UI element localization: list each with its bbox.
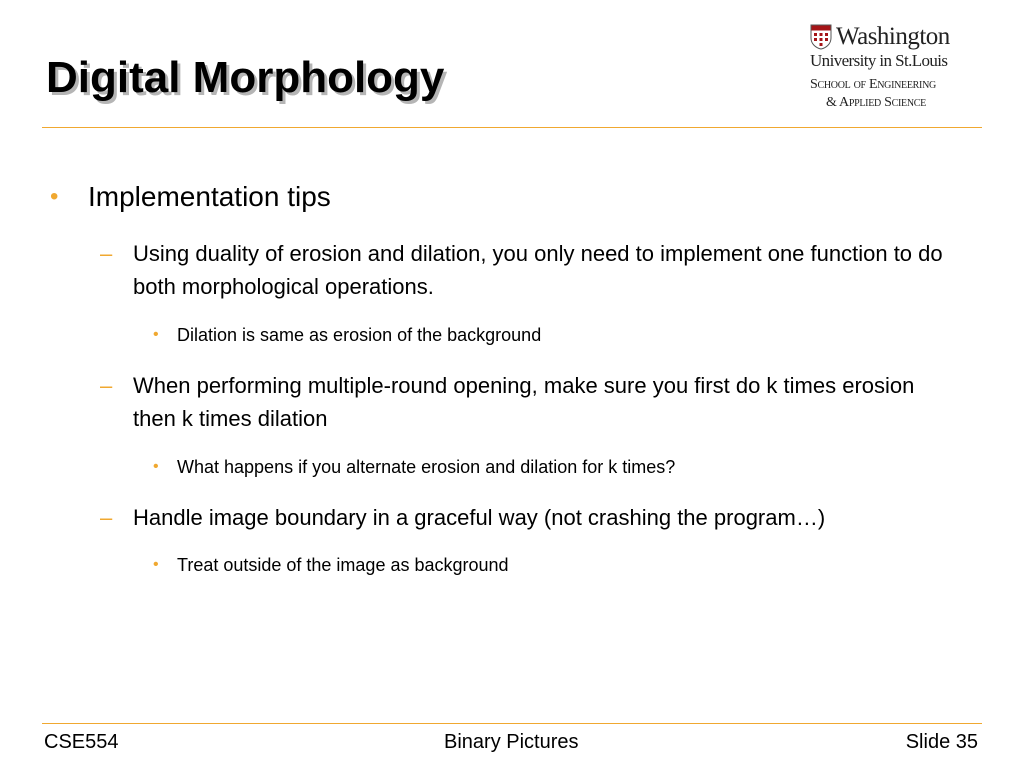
footer-slide-number: Slide 35 bbox=[905, 731, 978, 753]
logo-name: Washington bbox=[836, 23, 950, 50]
sub-sub-bullet-text: Dilation is same as erosion of the background bbox=[177, 325, 542, 345]
footer-topic: Binary Pictures bbox=[444, 731, 579, 753]
dash-icon: – bbox=[100, 373, 113, 398]
logo-top-row bbox=[810, 24, 950, 50]
logo-applied-science: & Applied Science bbox=[826, 95, 926, 110]
footer-course: CSE554 bbox=[44, 731, 119, 753]
sub-sub-bullet-text: Treat outside of the image as background bbox=[177, 555, 509, 575]
bullet-icon: • bbox=[153, 458, 159, 475]
logo-school: School of Engineering bbox=[810, 77, 936, 92]
sub-bullet-text: When performing multiple-round opening, make sure you first do k times erosion then k times dilation bbox=[133, 373, 915, 431]
bullet-icon: • bbox=[50, 183, 59, 210]
dash-icon: – bbox=[100, 241, 113, 266]
slide-title: Digital Morphology bbox=[46, 53, 445, 102]
sub-sub-bullet-text: What happens if you alternate erosion and dilation for k times? bbox=[177, 457, 676, 477]
logo-university: University in St.Louis bbox=[810, 51, 948, 70]
dash-icon: – bbox=[100, 505, 113, 530]
shield-icon bbox=[810, 24, 832, 50]
title-divider bbox=[42, 127, 982, 128]
bullet-icon: • bbox=[153, 556, 159, 573]
sub-bullet-text: Using duality of erosion and dilation, you only need to implement one function to do both morphological operations. bbox=[133, 241, 943, 299]
bullet-heading: Implementation tips bbox=[88, 181, 331, 212]
bullet-icon: • bbox=[153, 326, 159, 343]
footer-divider bbox=[42, 723, 982, 724]
university-logo bbox=[810, 24, 988, 116]
sub-bullet-text: Handle image boundary in a graceful way (not crashing the program…) bbox=[133, 505, 826, 530]
